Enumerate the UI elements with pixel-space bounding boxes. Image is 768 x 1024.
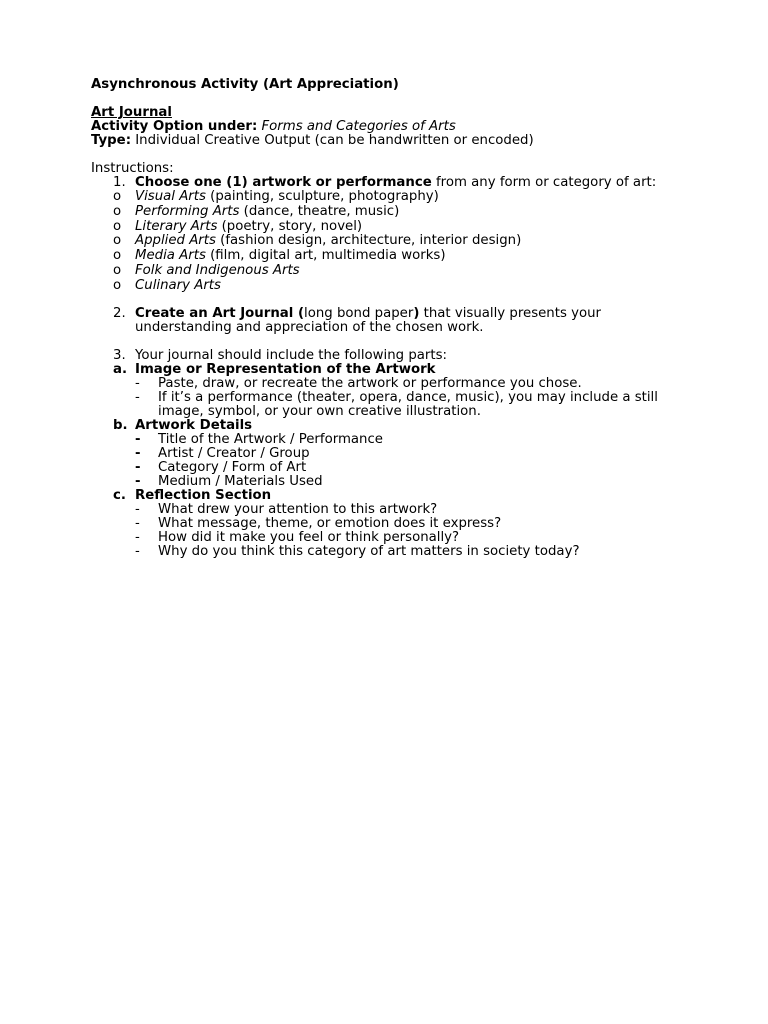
bullet-marker: o bbox=[113, 219, 122, 234]
bullet-marker: o bbox=[113, 233, 122, 248]
type-line bbox=[91, 134, 534, 148]
bullet-marker: o bbox=[113, 204, 122, 219]
section-item: Title of the Artwork / Performance bbox=[158, 432, 383, 447]
section-item: Medium / Materials Used bbox=[158, 474, 323, 489]
bullet-marker: o bbox=[113, 278, 122, 293]
section-item: Paste, draw, or recreate the artwork or performance you chose. bbox=[158, 376, 582, 391]
type-label: Type: bbox=[91, 133, 132, 148]
bullet-marker: o bbox=[113, 189, 122, 204]
step3-text: Your journal should include the following parts: bbox=[135, 348, 448, 363]
bullet-marker: o bbox=[113, 263, 122, 278]
dash-marker: - bbox=[135, 502, 140, 517]
activity-option-label: Activity Option under: bbox=[91, 119, 258, 134]
dash-marker: - bbox=[135, 432, 141, 447]
section-heading: Artwork Details bbox=[135, 418, 253, 433]
dash-marker: - bbox=[135, 446, 141, 461]
art-form-item: Folk and Indigenous Arts bbox=[135, 263, 300, 278]
dash-marker: - bbox=[135, 474, 141, 489]
section-item: Why do you think this category of art matters in society today? bbox=[158, 544, 580, 559]
dash-marker: - bbox=[135, 376, 140, 391]
section-heading: Image or Representation of the Artwork bbox=[135, 362, 436, 377]
art-form-item: Applied Arts (fashion design, architecture, interior design) bbox=[135, 233, 522, 248]
section-item: Artist / Creator / Group bbox=[158, 446, 310, 461]
dash-marker: - bbox=[135, 390, 140, 405]
step2-text-line2: understanding and appreciation of the chosen work. bbox=[135, 320, 484, 335]
dash-marker: - bbox=[135, 544, 140, 559]
dash-marker: - bbox=[135, 516, 140, 531]
step1-text: Choose one (1) artwork or performance from any form or category of art: bbox=[135, 175, 657, 190]
section-item: What message, theme, or emotion does it express? bbox=[158, 516, 502, 531]
type-value: Individual Creative Output (can be handwritten or encoded) bbox=[135, 133, 534, 148]
section-heading: Reflection Section bbox=[135, 488, 272, 503]
art-form-item: Literary Arts (poetry, story, novel) bbox=[135, 219, 363, 234]
instructions-label: Instructions: bbox=[91, 161, 174, 176]
dash-marker: - bbox=[135, 460, 141, 475]
section-item: Category / Form of Art bbox=[158, 460, 307, 475]
activity-option-value: Forms and Categories of Arts bbox=[261, 119, 456, 134]
art-form-item: Culinary Arts bbox=[135, 278, 221, 293]
bullet-marker: o bbox=[113, 248, 122, 263]
journal-heading: Art Journal bbox=[91, 105, 172, 120]
section-item: If it’s a performance (theater, opera, dance, music), you may include a still bbox=[158, 390, 658, 405]
step2-text: Create an Art Journal (long bond paper) that visually presents your bbox=[135, 306, 601, 321]
step-number: 1. bbox=[113, 175, 126, 190]
section-item-continued: image, symbol, or your own creative illustration. bbox=[158, 404, 481, 419]
section-item: How did it make you feel or think personally? bbox=[158, 530, 460, 545]
section-letter: c. bbox=[113, 488, 126, 503]
document-title: Asynchronous Activity (Art Appreciation) bbox=[91, 77, 399, 92]
section-item: What drew your attention to this artwork? bbox=[158, 502, 438, 517]
activity-option-line bbox=[91, 120, 456, 134]
art-form-item: Performing Arts (dance, theatre, music) bbox=[135, 204, 400, 219]
dash-marker: - bbox=[135, 530, 140, 545]
art-form-item: Media Arts (film, digital art, multimedia works) bbox=[135, 248, 446, 263]
section-letter: b. bbox=[113, 418, 128, 433]
art-form-item: Visual Arts (painting, sculpture, photography) bbox=[135, 189, 439, 204]
section-letter: a. bbox=[113, 362, 128, 377]
step-number: 2. bbox=[113, 306, 126, 321]
step-number: 3. bbox=[113, 348, 126, 363]
